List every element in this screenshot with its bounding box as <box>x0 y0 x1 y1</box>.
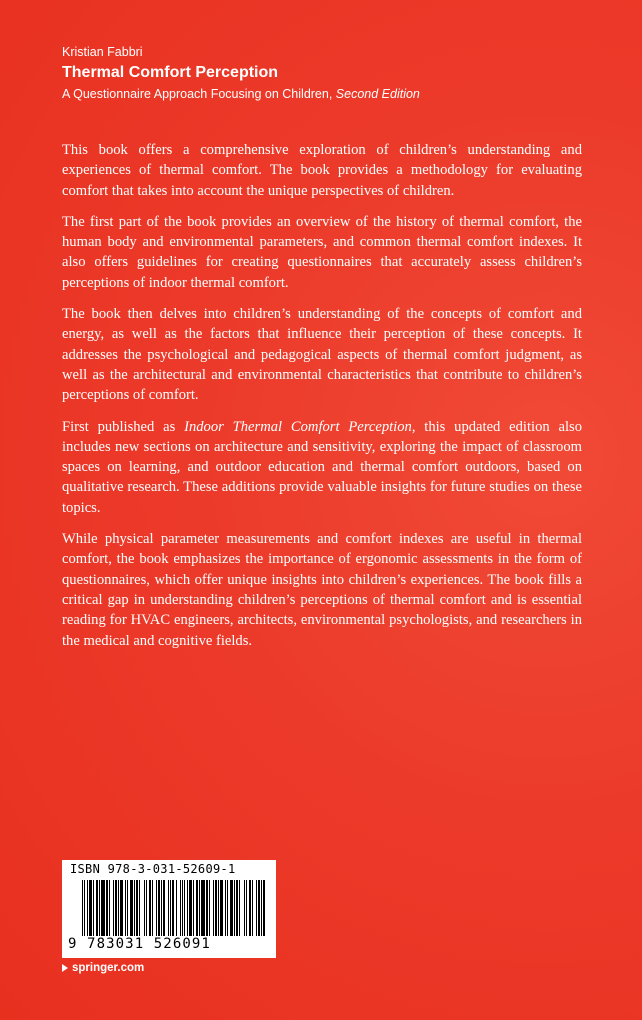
barcode-bar <box>220 880 223 936</box>
barcode-bar <box>152 880 153 936</box>
barcode-bar <box>170 880 171 936</box>
barcode-bar <box>130 880 133 936</box>
barcode-bar <box>187 880 188 936</box>
publisher-website: springer.com <box>72 962 145 974</box>
barcode-bar <box>193 880 194 936</box>
barcode-bar <box>201 880 205 936</box>
arrow-right-icon <box>62 964 68 972</box>
barcode-bar <box>144 880 145 936</box>
barcode-bar <box>209 880 210 936</box>
barcode-bar <box>84 880 85 936</box>
barcode-bar <box>96 880 98 936</box>
isbn-label: ISBN 978-3-031-52609-1 <box>70 862 236 876</box>
p4-original-title: Indoor Thermal Comfort Perception <box>184 418 412 435</box>
barcode-bar <box>218 880 219 936</box>
blurb-paragraph-2: The first part of the book provides an overview of the history of thermal comfort, the human body and environmental parameters, and common thermal comfort indexes. It also offers guidelines for creating questionnaires that accurately assess children’s perceptions of indoor thermal comfort. <box>62 213 582 291</box>
blurb <box>62 140 582 662</box>
header <box>62 44 602 102</box>
barcode-bars <box>82 880 268 936</box>
author-name: Kristian Fabbri <box>62 45 143 59</box>
barcode-bar <box>189 880 192 936</box>
edition-text: Second Edition <box>335 87 420 101</box>
barcode-bar <box>234 880 235 936</box>
barcode-bar <box>176 880 177 936</box>
barcode-bar <box>149 880 151 936</box>
barcode-bar <box>115 880 117 936</box>
blurb-paragraph-5: While physical parameter measurements and comfort indexes are useful in thermal comfort, the book emphasizes the importance of ergonomic assessments in the form of questionnaires, which offer unique insights into children’s experiences. The book fills a critical gap in understanding children’s perceptions of thermal comfort and is essential reading for HVAC engineers, architects, environmental psychologists, and researchers in the medical and cognitive fields. <box>62 531 582 649</box>
barcode-bar <box>261 880 262 936</box>
subtitle-text: A Questionnaire Approach Focusing on Children, <box>62 87 333 101</box>
barcode-bar <box>134 880 135 936</box>
barcode-bar <box>168 880 169 936</box>
barcode-bar <box>256 880 257 936</box>
barcode-bar <box>246 880 247 936</box>
barcode-bar <box>206 880 208 936</box>
barcode-bar <box>146 880 147 936</box>
barcode-bar <box>106 880 108 936</box>
barcode-bar <box>139 880 140 936</box>
barcode-bar <box>120 880 123 936</box>
barcode-bar <box>225 880 226 936</box>
barcode-bar <box>227 880 228 936</box>
barcode-bar <box>252 880 253 936</box>
barcode-bar <box>196 880 198 936</box>
barcode-bar <box>172 880 174 936</box>
barcode-bar <box>136 880 138 936</box>
barcode-bar <box>239 880 240 936</box>
barcode-bar <box>127 880 128 936</box>
barcode-bar <box>118 880 119 936</box>
blurb-paragraph-3: The book then delves into children’s understanding of the concepts of comfort and energy, as well as the factors that influence their perception of these concepts. It addresses the psychological and pedagogical aspects of thermal comfort judgment, as well as the architectural and environmental characteristics that contribute to children’s perceptions of comfort. <box>62 306 582 404</box>
p4-lead: First published as <box>62 418 176 435</box>
barcode-bar <box>215 880 217 936</box>
ean-digits: 9 783031 526091 <box>68 936 211 952</box>
barcode-bar <box>109 880 110 936</box>
barcode-bar <box>184 880 185 936</box>
barcode-bar <box>87 880 88 936</box>
barcode-bar <box>101 880 105 936</box>
barcode-bar <box>180 880 181 936</box>
barcode-bar <box>156 880 157 936</box>
barcode-bar <box>263 880 265 936</box>
barcode-bar <box>163 880 165 936</box>
barcode-bar <box>258 880 260 936</box>
barcode-bar <box>199 880 200 936</box>
barcode-bar <box>182 880 183 936</box>
barcode-bar <box>161 880 162 936</box>
barcode-bar <box>230 880 233 936</box>
p4-rest: , this updated edition also includes new sections on architecture and sensitivity, exploring the impact of classroom spaces on learning, and outdoor education and thermal comfort outdoors, based on qualitative research. These additions provide valuable insights for future studies on these topics. <box>62 418 582 516</box>
barcode-bar <box>82 880 83 936</box>
book-subtitle <box>62 86 602 102</box>
blurb-paragraph-1: This book offers a comprehensive exploration of children’s understanding and experiences of thermal comfort. The book provides a methodology for evaluating comfort that takes into account the unique perspectives of children. <box>62 142 582 199</box>
barcode-bar <box>99 880 100 936</box>
barcode-bar <box>125 880 126 936</box>
barcode-bar <box>113 880 114 936</box>
barcode-bar <box>213 880 214 936</box>
publisher-link[interactable] <box>62 962 144 974</box>
barcode-bar <box>89 880 92 936</box>
barcode-bar <box>236 880 238 936</box>
barcode-bar <box>93 880 94 936</box>
book-title: Thermal Comfort Perception <box>62 64 279 81</box>
barcode-bar <box>249 880 251 936</box>
isbn-barcode <box>62 860 276 958</box>
barcode-bar <box>158 880 160 936</box>
blurb-paragraph-4 <box>62 417 582 518</box>
barcode-bar <box>244 880 245 936</box>
